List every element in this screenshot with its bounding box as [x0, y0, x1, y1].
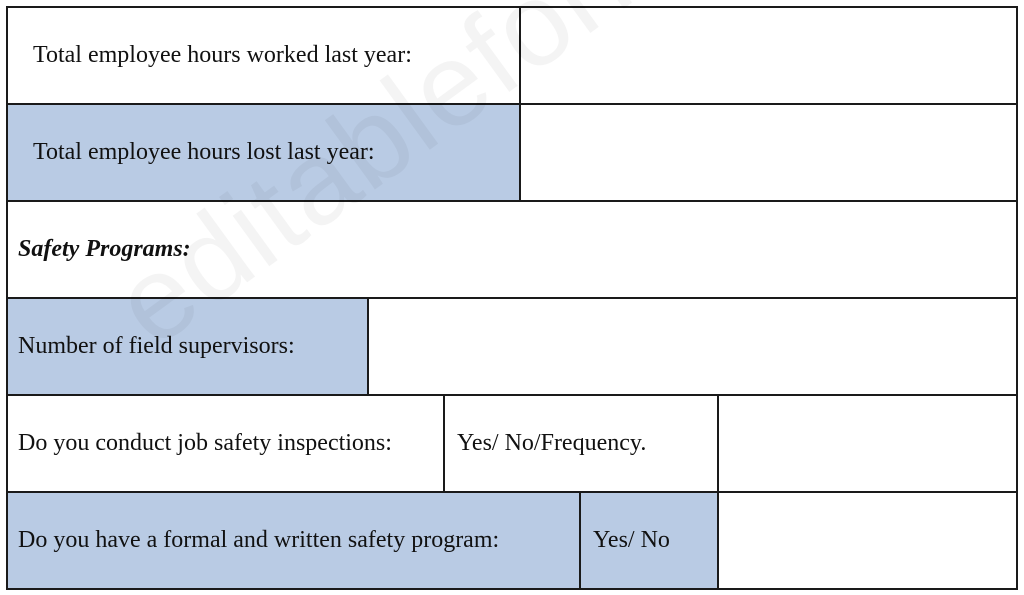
field-supervisors-label: Number of field supervisors:: [8, 299, 369, 394]
safety-form-table: [6, 6, 1018, 590]
field-supervisors-field[interactable]: [369, 299, 1016, 394]
hours-lost-field[interactable]: [521, 105, 1016, 200]
safety-inspections-option: Yes/ No/Frequency.: [445, 396, 719, 491]
form-row-hours-lost: [8, 105, 1016, 202]
hours-lost-label: Total employee hours lost last year:: [8, 105, 521, 200]
form-row-section-safety-programs: [8, 202, 1016, 299]
written-program-option: Yes/ No: [581, 493, 719, 588]
written-program-label: Do you have a formal and written safety program:: [8, 493, 581, 588]
safety-inspections-field[interactable]: [719, 396, 1016, 491]
section-title-safety-programs: Safety Programs:: [18, 236, 191, 262]
form-row-written-safety-program: [8, 493, 1016, 588]
form-row-field-supervisors: [8, 299, 1016, 396]
safety-inspections-label: Do you conduct job safety inspections:: [8, 396, 445, 491]
written-program-field[interactable]: [719, 493, 1016, 588]
hours-worked-field[interactable]: [521, 8, 1016, 103]
form-row-safety-inspections: [8, 396, 1016, 493]
form-row-hours-worked: [8, 8, 1016, 105]
hours-worked-label: Total employee hours worked last year:: [8, 8, 521, 103]
